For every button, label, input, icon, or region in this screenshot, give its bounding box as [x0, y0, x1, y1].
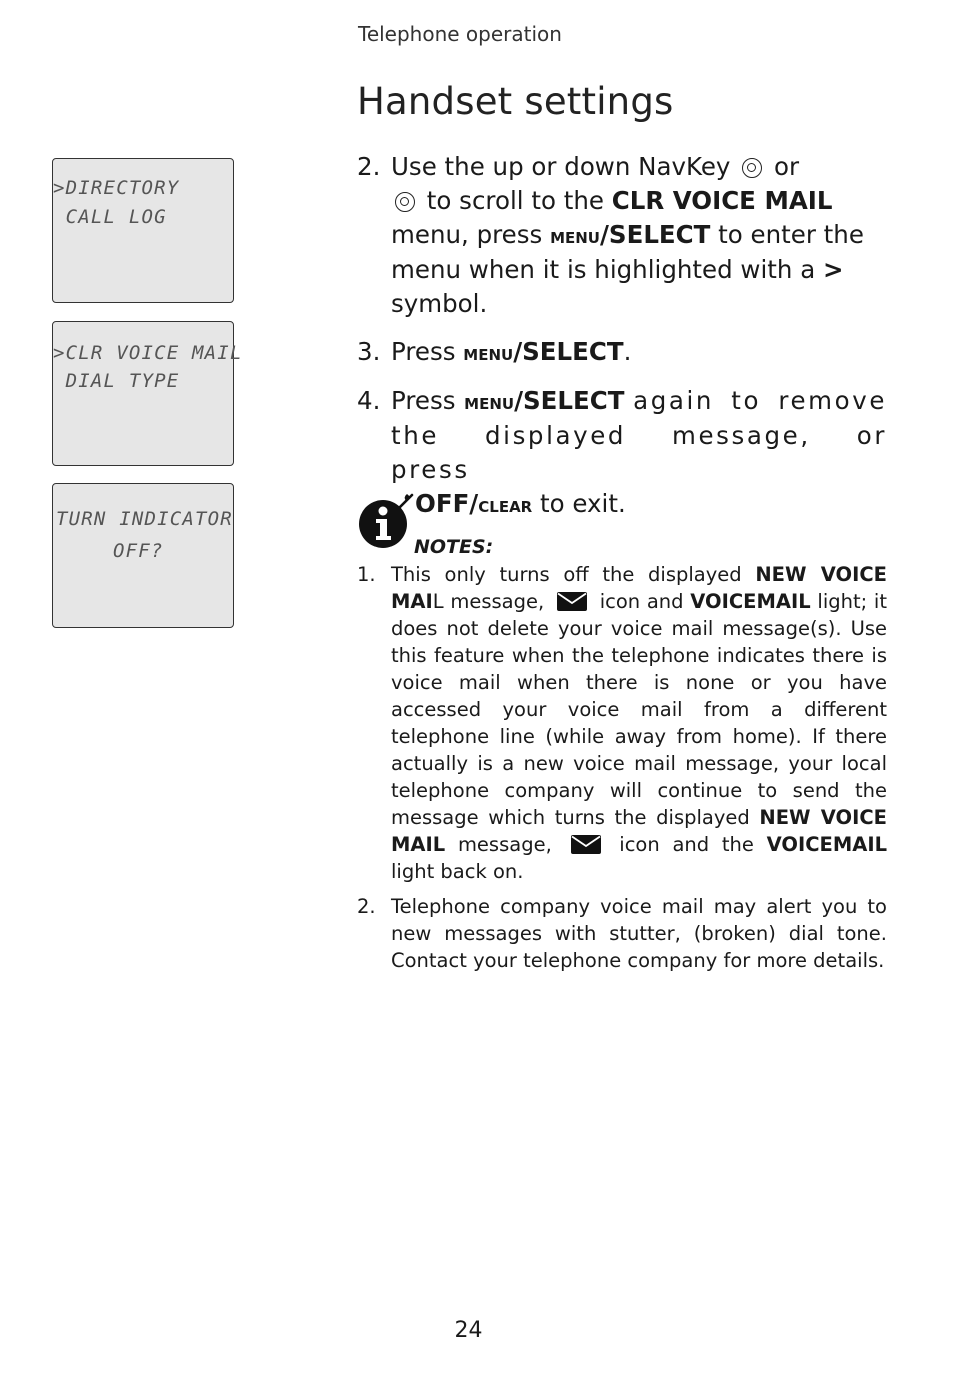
lcd-line: >CLR VOICE MAIL	[53, 342, 243, 364]
note-text: icon and the	[619, 833, 754, 856]
note-text: Telephone company voice mail may alert you to new messages with stutter, (broken) dial tone. Contact your telephone company for more details.	[391, 895, 887, 972]
note-number: 2.	[357, 895, 376, 918]
lcd-line: DIAL TYPE	[53, 370, 180, 392]
lcd-screen-turn-indicator	[52, 483, 234, 628]
step-3	[357, 335, 887, 370]
note-item	[357, 893, 887, 974]
step-text: or	[774, 152, 800, 181]
step-2	[357, 150, 887, 321]
step-number: 2.	[357, 152, 381, 181]
key-label: /SELECT	[514, 386, 625, 415]
note-text: L	[432, 590, 444, 613]
note-text: message,	[457, 833, 552, 856]
step-4	[357, 384, 887, 522]
key-label: menu	[550, 224, 600, 248]
key-label: clear	[478, 493, 533, 517]
note-text: light back on.	[391, 860, 524, 883]
step-text: Press	[391, 386, 456, 415]
display-label: VOICEMAIL	[766, 833, 888, 856]
step-text: .	[623, 337, 632, 366]
lcd-line: OFF?	[113, 540, 164, 562]
lcd-screen-clr-voice-mail	[52, 321, 243, 466]
note-text: This only turns off the displayed	[391, 563, 742, 586]
lcd-screen-directory	[52, 158, 234, 303]
key-label: OFF/	[415, 489, 479, 518]
step-text: Press	[391, 337, 456, 366]
symbol: >	[823, 255, 844, 284]
key-label: /SELECT	[599, 220, 711, 249]
notes-heading: NOTES:	[414, 536, 494, 558]
instruction-steps	[357, 150, 887, 536]
lcd-line: >DIRECTORY	[53, 177, 180, 199]
key-label: menu	[464, 390, 515, 414]
step-text: menu, press	[391, 220, 543, 249]
note-text: light; it does not delete your voice mail message(s). Use this feature when the telephone indicates there is voice mail when there is none or you have accessed your voice mail from a different telephone line (while away from home). If there actually is a new voice mail message, your local telephone company will continue to send the message which turns the displayed	[391, 590, 887, 829]
step-text: symbol.	[391, 289, 488, 318]
page-title: Handset settings	[357, 80, 674, 123]
note-text: message,	[450, 590, 545, 613]
key-label: /SELECT	[513, 337, 624, 366]
section-label: Telephone operation	[358, 22, 562, 46]
info-icon	[358, 499, 408, 549]
step-text: to enter the menu when it is highlighted with a	[391, 220, 864, 284]
note-text: icon and	[599, 590, 684, 613]
step-text: again to remove the displayed message, or press	[391, 386, 887, 484]
display-label: VOICEMAIL	[690, 590, 811, 613]
key-label: menu	[463, 341, 514, 365]
note-number: 1.	[357, 563, 376, 586]
envelope-icon	[557, 592, 587, 611]
navkey-down-icon	[395, 192, 415, 212]
menu-name: CLR VOICE MAIL	[611, 186, 833, 215]
display-label: NEW VOICE MAI	[391, 563, 887, 613]
step-number: 4.	[357, 386, 381, 415]
step-number: 3.	[357, 337, 381, 366]
display-label: NEW VOICE MAIL	[391, 806, 888, 856]
notes-list	[357, 561, 887, 982]
lcd-line: TURN INDICATOR	[56, 508, 233, 530]
lcd-line: CALL LOG	[53, 206, 167, 228]
note-item	[357, 561, 887, 885]
page-number: 24	[454, 1318, 483, 1343]
step-text: to exit.	[540, 489, 626, 518]
step-text: to scroll to the	[426, 186, 604, 215]
step-text: Use the up or down NavKey	[391, 152, 731, 181]
envelope-icon	[571, 835, 601, 854]
navkey-up-icon	[742, 158, 762, 178]
